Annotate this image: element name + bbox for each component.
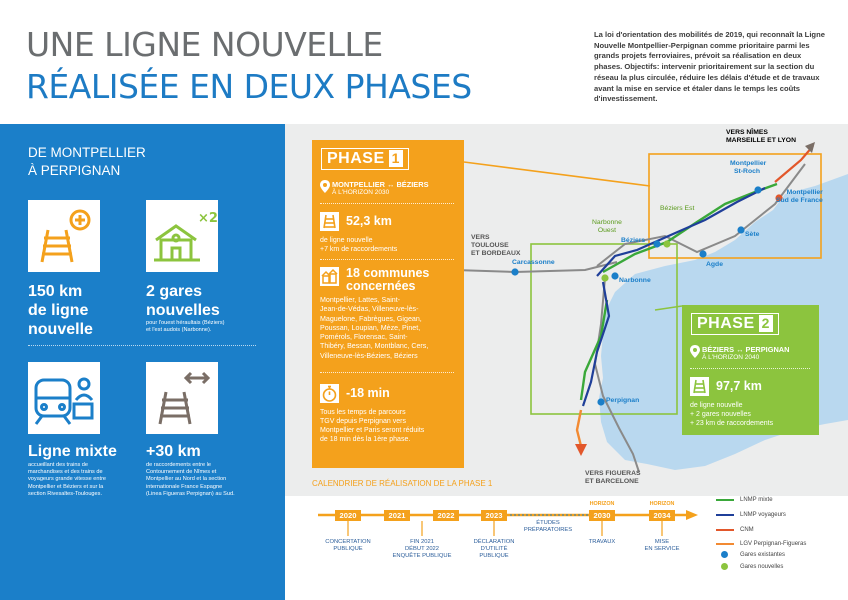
- phase1-time: -18 min: [346, 386, 390, 400]
- station-sete: [737, 226, 744, 233]
- station-beziers: [653, 240, 660, 247]
- legend-dot-nouvelles: [721, 563, 728, 570]
- legend-dot-existantes: [721, 551, 728, 558]
- phase2-divider: [690, 368, 810, 369]
- page-title-line1: UNE LIGNE NOUVELLE: [26, 25, 383, 64]
- calendar-label-travaux: TRAVAUX: [588, 539, 616, 545]
- label-narbonne-ouest-line2: Ouest: [597, 227, 616, 234]
- phase2-heading-label: PHASE: [697, 315, 755, 332]
- feature-ligne-mixte-desc: [28, 462, 106, 498]
- phase2-length: 97,7 km: [716, 379, 762, 393]
- phase1-length-desc-line1: de ligne nouvelle: [320, 237, 373, 244]
- phase1-horizon: À L'HORIZON 2030: [332, 189, 390, 196]
- label-vers-figueras: [585, 470, 641, 486]
- phase1-divider: [320, 203, 454, 204]
- year-2023: 2023: [481, 510, 507, 521]
- phase1-communes-list-item: Villeneuve-lès-Béziers, Béziers: [320, 351, 418, 360]
- label-narbonne-ouest-line1: Narbonne: [592, 219, 622, 226]
- rail-plus-icon: [28, 200, 100, 272]
- phase1-divider: [320, 259, 454, 260]
- rail-arrow-icon: [146, 362, 218, 434]
- calendar-label-line: DÉCLARATION: [473, 539, 515, 545]
- feature-ligne-mixte-desc-line1: accueillant des trains de: [28, 462, 89, 468]
- label-vers-figueras-line1: VERS FIGUERAS: [585, 470, 641, 477]
- legend-nouvelles: Gares nouvelles: [740, 564, 784, 570]
- label-carcassonne: Carcassonne: [512, 259, 555, 266]
- feature-150km-line1: 150 km: [28, 283, 83, 300]
- left-feature-panel: [0, 124, 285, 600]
- phase2-heading-number: 2: [759, 315, 773, 332]
- phase1-time-desc-line: Montpellier et Paris seront réduits: [320, 427, 425, 434]
- label-montpellier-sdf: [776, 189, 823, 205]
- phase1-communes-line2: concernées: [346, 279, 416, 293]
- label-narbonne-ouest: [592, 219, 622, 235]
- station-agde: [699, 250, 706, 257]
- phase1-box: [312, 140, 464, 468]
- feature-30km-desc-line1: de raccordements entre le: [146, 462, 211, 468]
- cnm-line: [775, 146, 813, 182]
- phase1-length-desc: [320, 236, 397, 254]
- feature-ligne-mixte: Ligne mixte: [28, 443, 117, 460]
- label-vers-nimes: [726, 129, 796, 145]
- feature-ligne-mixte-desc-line2: marchandises et des trains de: [28, 469, 103, 476]
- label-vers-toulouse: [471, 234, 520, 258]
- calendar-label-concertation: [325, 539, 370, 553]
- label-vers-nimes-line2: MARSEILLE ET LYON: [726, 137, 796, 144]
- cnm-arrow: [805, 142, 815, 153]
- calendar-label-enquete: [393, 539, 452, 560]
- location-pin-icon: [320, 180, 330, 193]
- phase1-communes-list-item: Pomérols, Florensac, Saint-: [320, 333, 408, 342]
- horizon-tag-2030: HORIZON: [589, 501, 615, 507]
- feature-30km-desc-line5: (Linea Figueras Perpignan) au Sud.: [146, 490, 235, 497]
- station-beziers-est: [663, 240, 670, 247]
- phase2-length-desc-line1: de ligne nouvelle: [690, 402, 743, 409]
- station-narbonne: [611, 272, 618, 279]
- year-2022: 2022: [433, 510, 459, 521]
- label-vers-nimes-line1: VERS NÎMES: [726, 129, 768, 136]
- label-vers-toulouse-line1: VERS: [471, 234, 490, 241]
- calendar-timeline: [318, 508, 702, 538]
- label-vers-figueras-line2: ET BARCELONE: [585, 478, 639, 485]
- phase2-horizon: À L'HORIZON 2040: [702, 354, 760, 361]
- year-2030: 2030: [589, 510, 615, 521]
- timeline-arrowhead: [686, 510, 698, 520]
- feature-2gares-desc-line1: pour l'ouest héraultais (Béziers): [146, 320, 225, 326]
- calendar-label-line: D'UTILITÉ: [480, 546, 508, 553]
- station-narbonne-ouest: [601, 274, 608, 281]
- legend-cnm: CNM: [740, 527, 754, 533]
- legend-swatch-lgv: [716, 543, 734, 545]
- rail-icon: [690, 377, 709, 396]
- calendar-label-line: DÉBUT 2022: [404, 546, 440, 553]
- calendar-label-dup: [474, 539, 515, 560]
- label-narbonne: Narbonne: [619, 277, 651, 284]
- svg-text:×2: ×2: [198, 211, 218, 226]
- calendar-label-line: PUBLIQUE: [333, 546, 363, 553]
- phase2-heading: [691, 313, 779, 335]
- phase1-connector: [464, 162, 650, 186]
- label-sete: Sète: [745, 231, 760, 238]
- calendar-label-mise-en-service: [644, 539, 679, 553]
- label-montpellier-sdf-line2: Sud de France: [776, 197, 823, 204]
- phase1-time-desc: [320, 408, 424, 444]
- phase1-route: MONTPELLIER ↔ BÉZIERS: [332, 180, 429, 189]
- panel-subtitle-line1: DE MONTPELLIER: [28, 145, 146, 160]
- stopwatch-icon: [320, 384, 339, 403]
- legend-swatch-voyageurs: [716, 514, 734, 516]
- feature-2gares: [146, 282, 220, 320]
- phase1-heading: [321, 148, 409, 170]
- phase2-route: BÉZIERS ↔ PERPIGNAN: [702, 345, 790, 354]
- feature-2gares-desc: [146, 320, 225, 334]
- calendar-etudes-line2: PRÉPARATOIRES: [523, 527, 573, 534]
- phase2-length-desc-line3: + 23 km de raccordements: [690, 420, 774, 427]
- intro-paragraph: La loi d'orientation des mobilités de 2019, qui reconnaît la Ligne Nouvelle Montpellier-Perpignan comme prioritaire parmi les grands projets ferroviaires, prévoit sa réalisation en deux phases. Objectifs: intervenir prioritairement sur la section du réseau la plus circulée, réduire les délais d'étude et de travaux avant la mise en service et étaler dans le temps les coûts d'investissement.: [594, 30, 825, 104]
- phase1-time-desc-line: Tous les temps de parcours: [320, 409, 406, 416]
- feature-30km-desc-line4: internationale France Espagne: [146, 483, 223, 490]
- calendar-label-line: CONCERTATION: [325, 539, 371, 545]
- label-beziers-est: Béziers Est: [660, 205, 695, 212]
- calendar-label-line: MISE: [654, 539, 670, 545]
- legend-swatch-mixte: [716, 499, 734, 501]
- label-vers-toulouse-line2: TOULOUSE: [471, 242, 509, 249]
- legend-mixte: LNMP mixte: [740, 497, 773, 503]
- rail-icon: [320, 212, 339, 231]
- feature-150km: [28, 282, 93, 339]
- feature-30km-desc-line2: Contournement de Nîmes et: [146, 469, 217, 476]
- phase1-communes-line1: 18 communes: [346, 266, 430, 280]
- feature-150km-line3: nouvelle: [28, 321, 93, 338]
- phase1-communes-list: [320, 296, 428, 361]
- phase1-communes-list-item: Montpellier, Lattes, Saint-: [320, 296, 401, 304]
- houses-icon: [320, 267, 339, 286]
- feature-30km: +30 km: [146, 443, 201, 460]
- year-2020: 2020: [335, 510, 361, 521]
- phase1-divider: [320, 372, 454, 373]
- legend-voyageurs: LNMP voyageurs: [740, 512, 786, 518]
- station-montpellier-stroch: [754, 186, 761, 193]
- label-montpellier-stroch-line2: St-Roch: [734, 168, 761, 175]
- label-perpignan: Perpignan: [606, 397, 640, 404]
- phase1-heading-number: 1: [389, 150, 403, 167]
- label-beziers: Béziers: [621, 237, 646, 244]
- year-2021: 2021: [384, 510, 410, 521]
- phase1-communes-list-item: Jean-de-Védas, Villeneuve-lès-: [320, 305, 419, 314]
- panel-subtitle: [28, 144, 146, 180]
- lgv-line: [577, 410, 581, 446]
- station-icon: [146, 200, 218, 272]
- calendar-label-line: EN SERVICE: [644, 546, 680, 553]
- label-montpellier-sdf-line1: Montpellier: [786, 189, 823, 196]
- phase1-length: 52,3 km: [346, 214, 392, 228]
- phase1-communes-list-item: Thibéry, Bessan, Montblanc, Cers,: [320, 342, 429, 351]
- station-carcassonne: [511, 268, 518, 275]
- page-title-line2: RÉALISÉE EN DEUX PHASES: [26, 67, 472, 106]
- phase1-heading-label: PHASE: [327, 150, 385, 167]
- calendar-label-line: PUBLIQUE: [479, 553, 509, 560]
- horizon-tag-2034: HORIZON: [649, 501, 675, 507]
- phase1-length-desc-line2: +7 km de raccordements: [320, 246, 398, 253]
- legend-swatch-cnm: [716, 529, 734, 531]
- feature-ligne-mixte-desc-line5: section Rivesaltes-Toulouges.: [28, 490, 102, 497]
- phase1-communes-list-item: Poussan, Loupian, Mèze, Pinet,: [320, 323, 421, 332]
- feature-2gares-line2: nouvelles: [146, 302, 220, 319]
- phase1-time-desc-line: de 18 min dès la 1ère phase.: [320, 436, 411, 443]
- location-pin-icon: [690, 345, 700, 358]
- phase2-box: [682, 305, 819, 435]
- label-vers-toulouse-line3: ET BORDEAUX: [471, 250, 521, 257]
- label-montpellier-stroch: [730, 160, 766, 176]
- legend-existantes: Gares existantes: [740, 552, 786, 558]
- feature-30km-desc-line3: Montpellier au Nord et la section: [146, 476, 227, 483]
- train-person-icon: [28, 362, 100, 434]
- phase2-length-desc-line2: + 2 gares nouvelles: [690, 411, 751, 418]
- feature-2gares-desc-line2: et l'est audois (Narbonne).: [146, 327, 212, 334]
- lgv-arrow: [575, 444, 587, 456]
- station-perpignan: [597, 398, 604, 405]
- feature-2gares-line1: 2 gares: [146, 283, 203, 300]
- calendar-etudes-line1: ÉTUDES: [536, 520, 560, 526]
- phase1-time-desc-line: TGV depuis Perpignan vers: [320, 418, 406, 425]
- calendar-label-line: ENQUÊTE PUBLIQUE: [392, 553, 452, 560]
- label-montpellier-stroch-line1: Montpellier: [730, 160, 767, 167]
- calendar-etudes: [524, 520, 572, 534]
- label-agde: Agde: [706, 261, 723, 268]
- feature-ligne-mixte-desc-line3: voyageurs grande vitesse entre: [28, 476, 107, 483]
- calendar-title: CALENDRIER DE RÉALISATION DE LA PHASE 1: [312, 479, 493, 488]
- phase1-communes: [346, 267, 429, 293]
- feature-150km-line2: de ligne: [28, 302, 89, 319]
- phase1-communes-list-item: Maguelone, Fabrègues, Gigean,: [320, 314, 422, 323]
- year-2034: 2034: [649, 510, 675, 521]
- panel-subtitle-line2: À PERPIGNAN: [28, 163, 121, 178]
- feature-ligne-mixte-desc-line4: Montpellier et Béziers et sur la: [28, 483, 104, 490]
- legend-lgv: LGV Perpignan-Figueras: [740, 541, 807, 547]
- calendar-label-line: FIN 2021: [410, 539, 434, 545]
- panel-divider: [28, 345, 256, 346]
- phase2-length-desc: [690, 401, 773, 428]
- feature-30km-desc: [146, 462, 235, 498]
